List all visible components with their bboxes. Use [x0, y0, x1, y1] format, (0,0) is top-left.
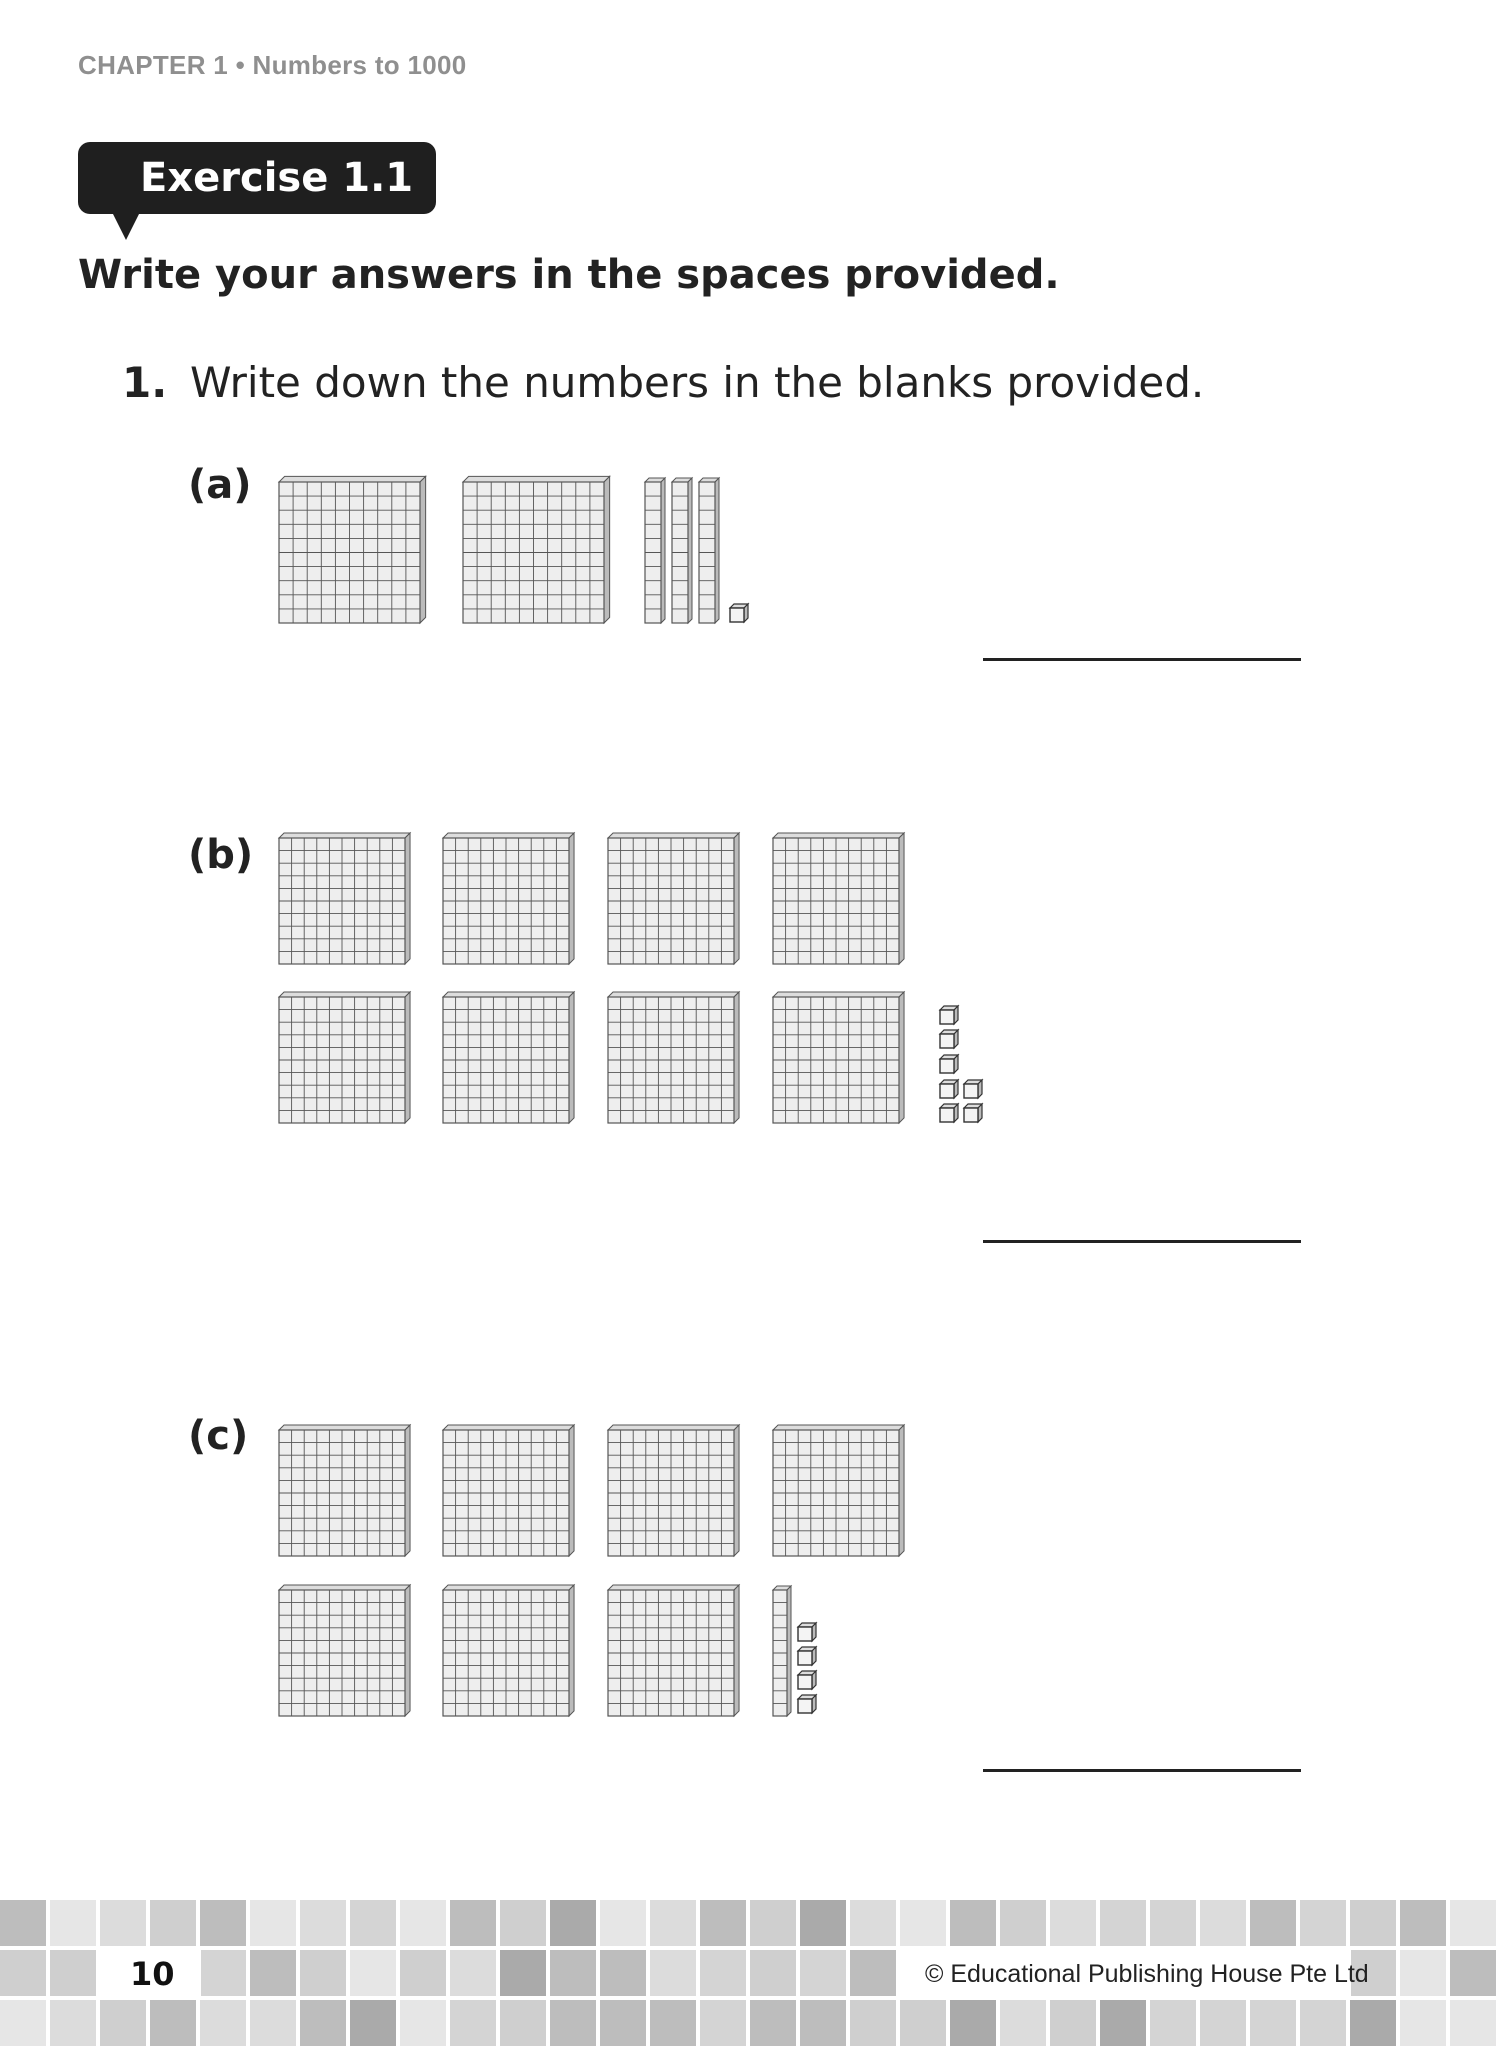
footer-tile [700, 1950, 746, 1996]
one-cube [964, 1104, 982, 1122]
footer-tile [550, 1950, 596, 1996]
hundred-flat [463, 476, 610, 623]
ten-rod [773, 1586, 791, 1716]
footer-tile [0, 2000, 46, 2046]
hundred-flat [608, 1585, 739, 1716]
footer-tile [550, 2000, 596, 2046]
footer-tile [750, 2000, 796, 2046]
footer-tile [350, 1900, 396, 1946]
footer-tile [500, 1950, 546, 1996]
footer-tile [450, 2000, 496, 2046]
footer-tile [1200, 2000, 1246, 2046]
one-cube [730, 604, 748, 622]
footer-tile [1350, 2000, 1396, 2046]
part-a-label: (a) [188, 462, 252, 508]
footer-tile [200, 1950, 246, 1996]
hundred-flat [279, 1585, 410, 1716]
one-cube [798, 1695, 816, 1713]
one-cube [940, 1030, 958, 1048]
footer-tile [250, 1900, 296, 1946]
footer-tile [500, 1900, 546, 1946]
hundred-flat [773, 833, 904, 964]
footer-tile [850, 1950, 896, 1996]
footer-tile [1400, 1900, 1446, 1946]
footer-tile [800, 2000, 846, 2046]
footer-tile [350, 2000, 396, 2046]
footer-tile [750, 1950, 796, 1996]
part-c-answer-blank[interactable] [983, 1769, 1301, 1772]
footer-tile [1450, 2000, 1496, 2046]
footer-tile [550, 1900, 596, 1946]
footer-tile [1100, 1900, 1146, 1946]
hundred-flat [279, 992, 410, 1123]
part-a-answer-blank[interactable] [983, 658, 1301, 661]
footer-tile [300, 2000, 346, 2046]
footer-tile [800, 1900, 846, 1946]
footer-tile [1250, 1900, 1296, 1946]
hundred-flat [443, 833, 574, 964]
footer-tile [50, 1950, 96, 1996]
hundred-flat [279, 476, 426, 623]
one-cube [940, 1080, 958, 1098]
copyright-text: © Educational Publishing House Pte Ltd [925, 1960, 1369, 1988]
footer-tile [850, 2000, 896, 2046]
footer-tile [200, 1900, 246, 1946]
hundred-flat [608, 992, 739, 1123]
hundred-flat [279, 833, 410, 964]
footer-tile [700, 2000, 746, 2046]
part-c-label: (c) [188, 1413, 249, 1459]
footer-tile [350, 1950, 396, 1996]
footer-tile [1150, 2000, 1196, 2046]
footer-tile [1100, 2000, 1146, 2046]
footer-tile [250, 2000, 296, 2046]
footer-tile [1050, 1900, 1096, 1946]
footer-tile [850, 1900, 896, 1946]
footer-tile [50, 1900, 96, 1946]
chapter-header: CHAPTER 1 • Numbers to 1000 [78, 50, 467, 80]
footer-tile [100, 2000, 146, 2046]
footer-tile [400, 2000, 446, 2046]
question-number: 1. [122, 358, 168, 407]
footer-tile [300, 1950, 346, 1996]
footer-tile [1000, 1900, 1046, 1946]
hundred-flat [443, 992, 574, 1123]
ten-rod [672, 478, 692, 623]
footer-tile [1250, 2000, 1296, 2046]
footer-tile [1000, 2000, 1046, 2046]
footer-tile [650, 2000, 696, 2046]
footer-tile [400, 1950, 446, 1996]
footer-tile [0, 1950, 46, 1996]
part-b-label: (b) [188, 832, 254, 878]
footer-tile [650, 1950, 696, 1996]
exercise-badge: Exercise 1.1 [78, 142, 436, 214]
footer-tile [1450, 1900, 1496, 1946]
footer-tile [150, 1900, 196, 1946]
page-number: 10 [130, 1955, 175, 1993]
one-cube [798, 1647, 816, 1665]
footer-tile [1150, 1900, 1196, 1946]
part-b-answer-blank[interactable] [983, 1240, 1301, 1243]
instruction-text: Write your answers in the spaces provided. [78, 252, 1060, 298]
footer-tile [0, 1900, 46, 1946]
footer-tile [1400, 2000, 1446, 2046]
footer-tile [150, 2000, 196, 2046]
one-cube [940, 1104, 958, 1122]
footer-tile [900, 1900, 946, 1946]
footer-tile [1350, 1900, 1396, 1946]
footer-tile [50, 2000, 96, 2046]
hundred-flat [443, 1425, 574, 1556]
footer-tile [450, 1900, 496, 1946]
one-cube [964, 1080, 982, 1098]
footer-tile [600, 2000, 646, 2046]
footer-tile [800, 1950, 846, 1996]
footer-tile [1400, 1950, 1446, 1996]
footer-tile [500, 2000, 546, 2046]
exercise-badge-tail [112, 212, 140, 240]
footer-tile [450, 1950, 496, 1996]
footer-tile [950, 2000, 996, 2046]
footer-tile [650, 1900, 696, 1946]
footer-tile [700, 1900, 746, 1946]
one-cube [798, 1671, 816, 1689]
ten-rod [699, 478, 719, 623]
footer-tile [1200, 1900, 1246, 1946]
footer-tile [300, 1900, 346, 1946]
footer-tile [200, 2000, 246, 2046]
one-cube [940, 1006, 958, 1024]
footer-tile [1450, 1950, 1496, 1996]
hundred-flat [608, 1425, 739, 1556]
footer-tile [1050, 2000, 1096, 2046]
footer-tile [100, 1900, 146, 1946]
footer-tile [1300, 2000, 1346, 2046]
hundred-flat [279, 1425, 410, 1556]
footer-tile [750, 1900, 796, 1946]
one-cube [940, 1055, 958, 1073]
question-text: Write down the numbers in the blanks provided. [190, 358, 1205, 407]
footer-tile [1300, 1900, 1346, 1946]
hundred-flat [608, 833, 739, 964]
one-cube [798, 1623, 816, 1641]
hundred-flat [773, 1425, 904, 1556]
footer-tile [400, 1900, 446, 1946]
footer-tile [900, 2000, 946, 2046]
footer-tile [250, 1950, 296, 1996]
footer-tile [950, 1900, 996, 1946]
footer-tile [600, 1900, 646, 1946]
hundred-flat [443, 1585, 574, 1716]
footer-tile [600, 1950, 646, 1996]
hundred-flat [773, 992, 904, 1123]
ten-rod [645, 478, 665, 623]
